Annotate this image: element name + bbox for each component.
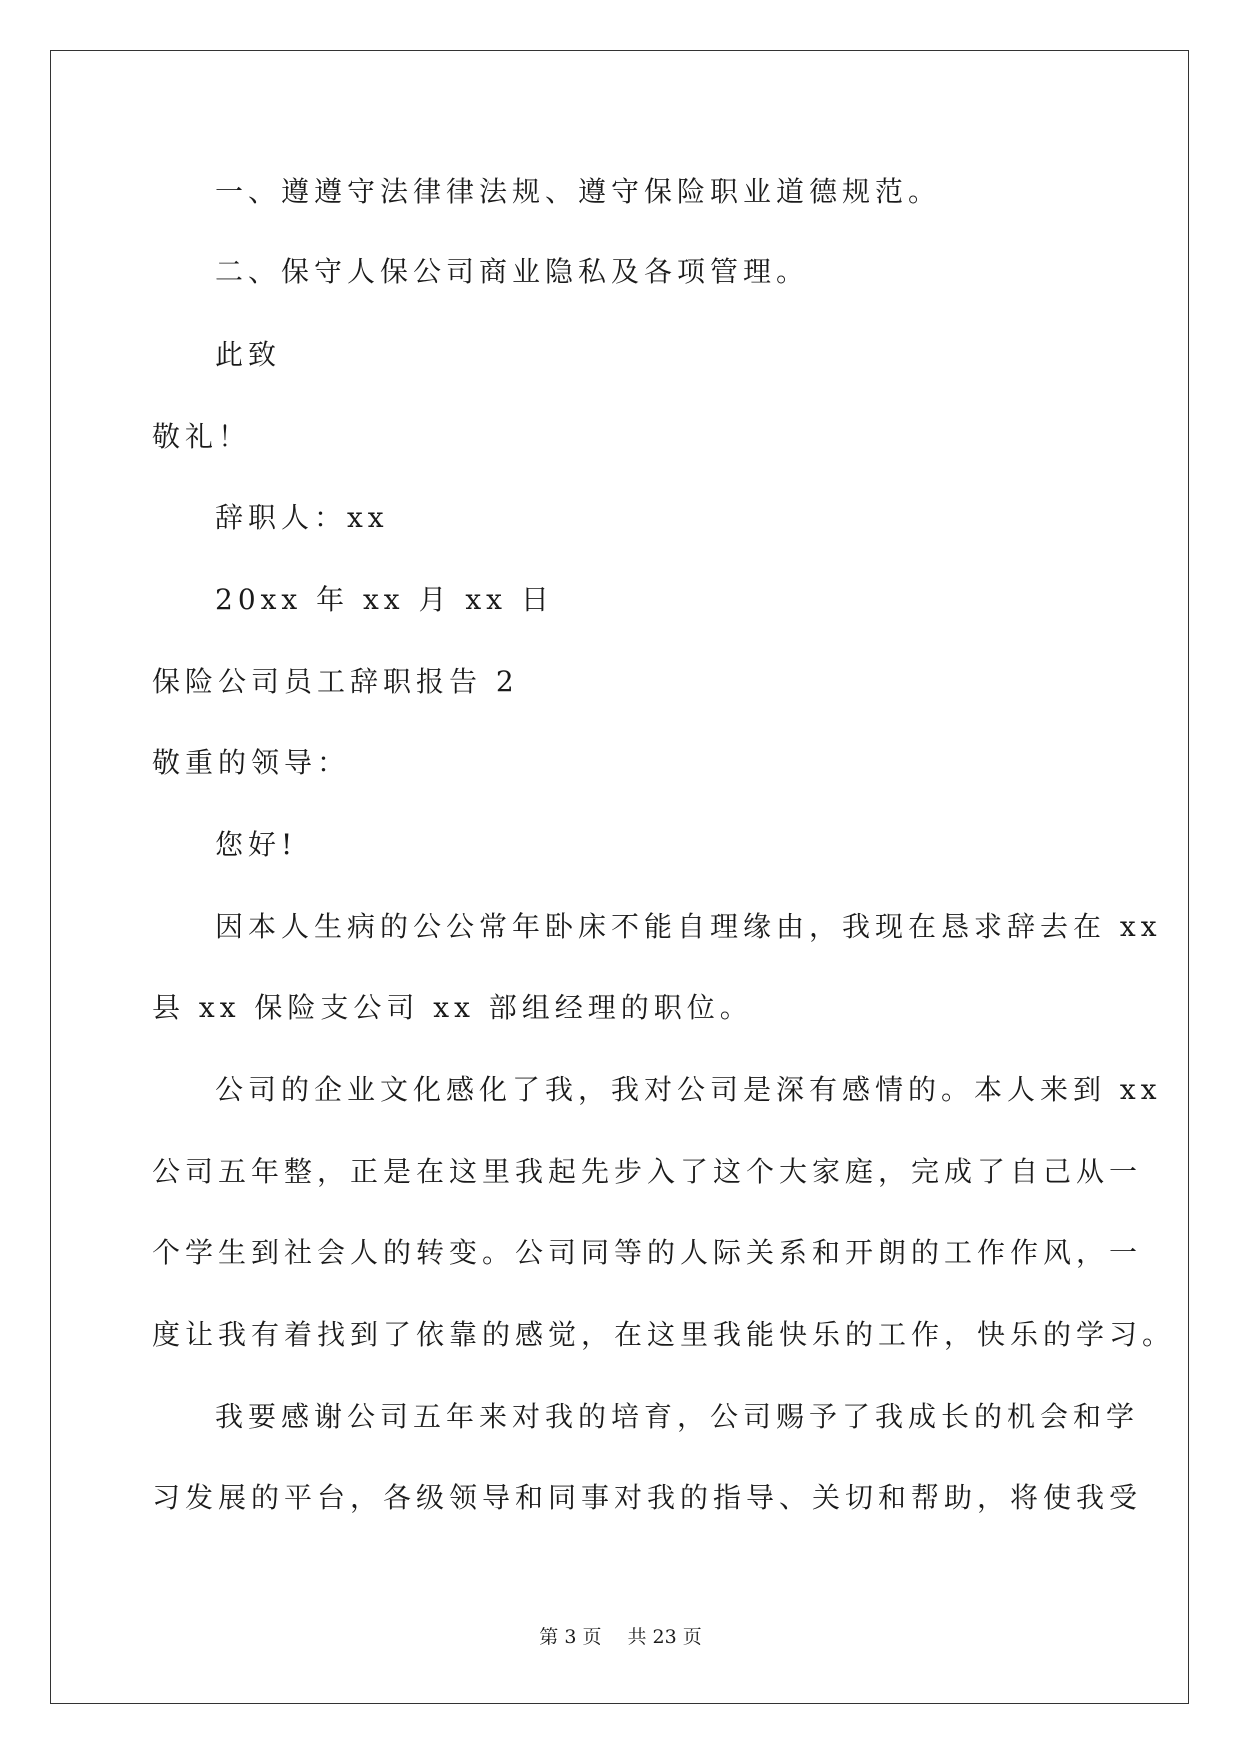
text-line: 我要感谢公司五年来对我的培育，公司赐予了我成长的机会和学	[215, 1400, 1140, 1433]
text-line: 因本人生病的公公常年卧床不能自理缘由，我现在恳求辞去在 xx	[215, 910, 1162, 943]
text-line: 一、遵遵守法律律法规、遵守保险职业道德规范。	[215, 175, 942, 208]
text-line: 20xx 年 xx 月 xx 日	[215, 583, 554, 616]
page-footer	[0, 1625, 1241, 1649]
text-line: 辞职人：xx	[215, 501, 389, 534]
text-line: 敬礼！	[152, 420, 252, 453]
text-line: 个学生到社会人的转变。公司同等的人际关系和开朗的工作作风，一	[152, 1236, 1143, 1269]
text-line: 保险公司员工辞职报告 2	[152, 665, 519, 698]
text-line: 度让我有着找到了依靠的感觉，在这里我能快乐的工作，快乐的学习。	[152, 1318, 1176, 1351]
page-number-current: 第 3 页	[539, 1626, 602, 1648]
text-line: 您好!	[215, 828, 298, 861]
text-line: 县 xx 保险支公司 xx 部组经理的职位。	[152, 991, 753, 1024]
text-line: 习发展的平台，各级领导和同事对我的指导、关切和帮助，将使我受	[152, 1481, 1143, 1514]
text-line: 此致	[215, 338, 282, 371]
page-number-total: 共 23 页	[627, 1626, 702, 1648]
text-line: 公司的企业文化感化了我，我对公司是深有感情的。本人来到 xx	[215, 1073, 1162, 1106]
text-line: 公司五年整，正是在这里我起先步入了这个大家庭，完成了自己从一	[152, 1155, 1143, 1188]
text-line: 敬重的领导：	[152, 746, 351, 779]
page-border	[50, 50, 1189, 1704]
text-line: 二、保守人保公司商业隐私及各项管理。	[215, 255, 810, 288]
